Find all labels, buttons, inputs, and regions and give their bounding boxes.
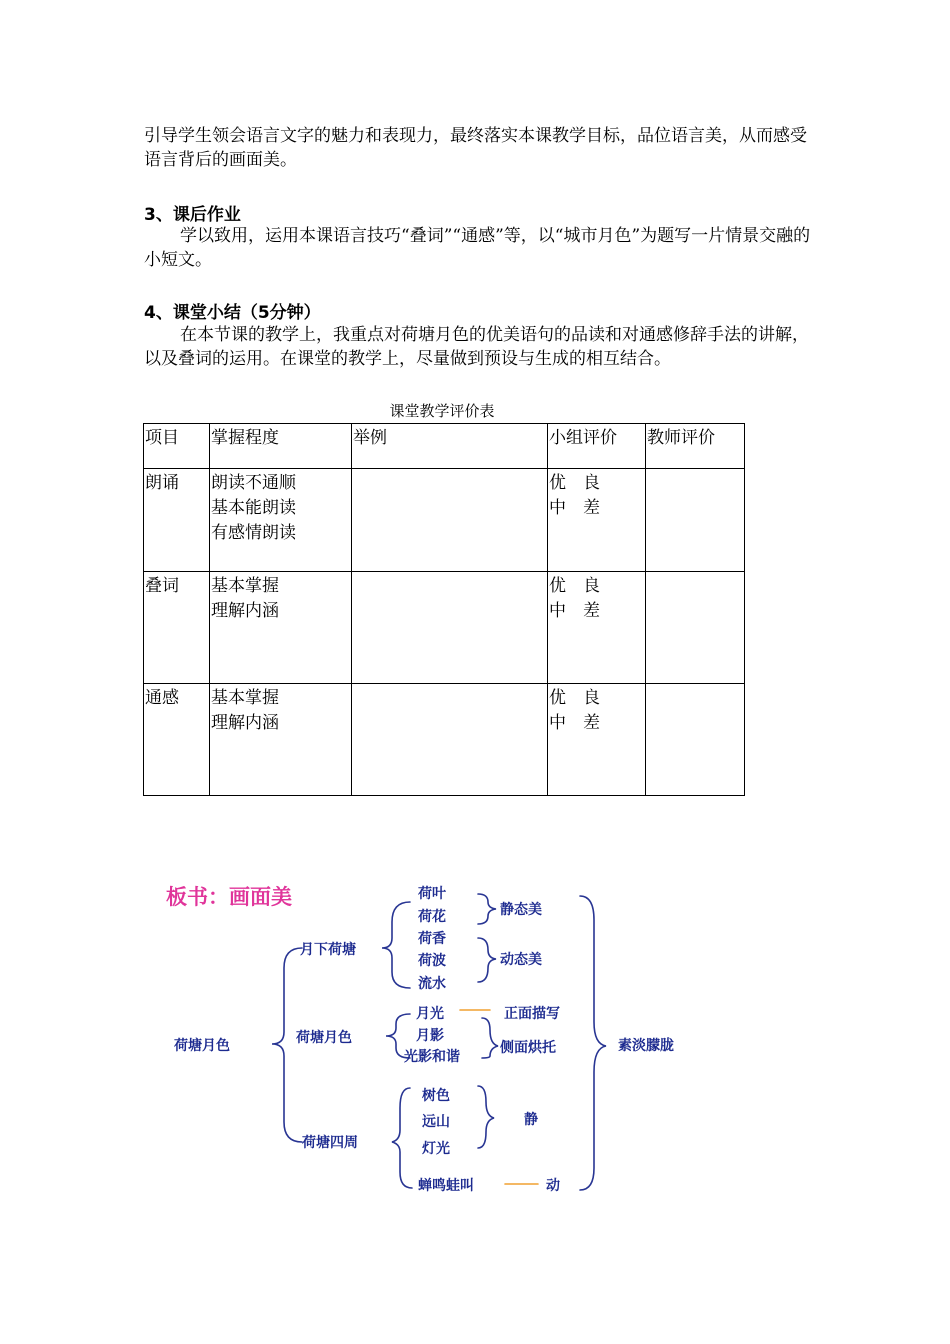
leaf-label: 月影	[416, 1028, 444, 1044]
group-eval-cell	[548, 684, 646, 796]
leaf-label: 荷波	[418, 953, 446, 969]
header-cell: 小组评价	[548, 424, 646, 469]
group-eval-cell	[548, 572, 646, 684]
grade-option: 中 差	[549, 601, 600, 621]
leaf-label: 远山	[422, 1114, 450, 1130]
grade-option: 中 差	[549, 713, 600, 733]
branch1-label: 月下荷塘	[300, 942, 356, 958]
note2-brace	[482, 1018, 498, 1058]
intro-paragraph: 引导学生领会语言文字的魅力和表现力，最终落实本课教学目标，品位语言美，从而感受语言背后的画面美。	[144, 126, 807, 170]
grade-option: 优 良	[549, 473, 600, 493]
leaf-label: 荷叶	[418, 886, 446, 902]
board-title: 板书：画面美	[166, 885, 292, 909]
item-cell: 朗诵	[144, 469, 210, 572]
teacher-eval-cell	[646, 469, 745, 572]
table-row	[144, 684, 745, 796]
homework-paragraph: 学以致用，运用本课语言技巧“叠词”“通感”等，以“城市月色”为题写一片情景交融的小短文。	[144, 226, 811, 270]
table-row	[144, 572, 745, 684]
table-row	[144, 469, 745, 572]
level-cell	[210, 684, 352, 796]
level-option: 有感情朗读	[211, 523, 296, 543]
header-cell: 教师评价	[646, 424, 745, 469]
level-option: 基本能朗读	[211, 498, 296, 518]
level-option: 朗读不通顺	[211, 473, 296, 493]
root-label: 荷塘月色	[174, 1038, 230, 1054]
table-header-row	[144, 424, 745, 469]
teacher-eval-cell	[646, 572, 745, 684]
group-label: 动	[546, 1178, 560, 1194]
branch3-label: 荷塘四周	[302, 1135, 358, 1151]
leaf-label: 蝉鸣蛙叫	[418, 1178, 474, 1194]
example-cell	[352, 684, 548, 796]
level-cell	[210, 572, 352, 684]
grade-option: 优 良	[549, 688, 600, 708]
branch1-brace	[382, 902, 410, 988]
example-cell	[352, 572, 548, 684]
example-cell	[352, 469, 548, 572]
summary-paragraph: 在本节课的教学上，我重点对荷塘月色的优美语句的品读和对通感修辞手法的讲解，以及叠词的运用。在课堂的教学上，尽量做到预设与生成的相互结合。	[144, 325, 809, 369]
header-cell: 掌握程度	[210, 424, 352, 469]
branch3-brace	[392, 1088, 412, 1188]
conclusion-brace	[580, 896, 606, 1190]
leaf-label: 树色	[422, 1088, 450, 1104]
branch2-label: 荷塘月色	[296, 1030, 352, 1046]
note-label: 侧面烘托	[500, 1040, 556, 1056]
leaf-label: 荷花	[418, 909, 446, 925]
leaf-label: 月光	[416, 1006, 444, 1022]
homework-heading: 3、课后作业	[144, 205, 241, 225]
table-caption: 课堂教学评价表	[389, 402, 495, 420]
header-cell: 举例	[352, 424, 548, 469]
leaf-label: 光影和谐	[404, 1049, 460, 1065]
level-option: 理解内涵	[211, 713, 279, 733]
note-label: 正面描写	[504, 1006, 560, 1022]
level-option: 基本掌握	[211, 688, 279, 708]
blackboard-diagram	[160, 872, 720, 1202]
grade-option: 中 差	[549, 498, 600, 518]
header-cell: 项目	[144, 424, 210, 469]
conclusion-label: 素淡朦胧	[618, 1038, 674, 1054]
leaf-label: 灯光	[422, 1141, 450, 1157]
item-cell: 通感	[144, 684, 210, 796]
item-cell: 叠词	[144, 572, 210, 684]
group3-brace	[478, 1086, 494, 1148]
level-option: 基本掌握	[211, 576, 279, 596]
summary-heading: 4、课堂小结（5分钟）	[144, 303, 321, 323]
group1-brace	[478, 894, 496, 924]
group-label: 静	[524, 1112, 538, 1128]
teacher-eval-cell	[646, 684, 745, 796]
grade-option: 优 良	[549, 576, 600, 596]
evaluation-table	[143, 423, 745, 796]
leaf-label: 流水	[418, 976, 446, 992]
blackboard-svg	[160, 872, 720, 1202]
group-label: 动态美	[500, 952, 542, 968]
group-label: 静态美	[500, 902, 542, 918]
leaf-label: 荷香	[418, 931, 446, 947]
group-eval-cell	[548, 469, 646, 572]
level-option: 理解内涵	[211, 601, 279, 621]
group2-brace	[478, 938, 496, 982]
level-cell	[210, 469, 352, 572]
